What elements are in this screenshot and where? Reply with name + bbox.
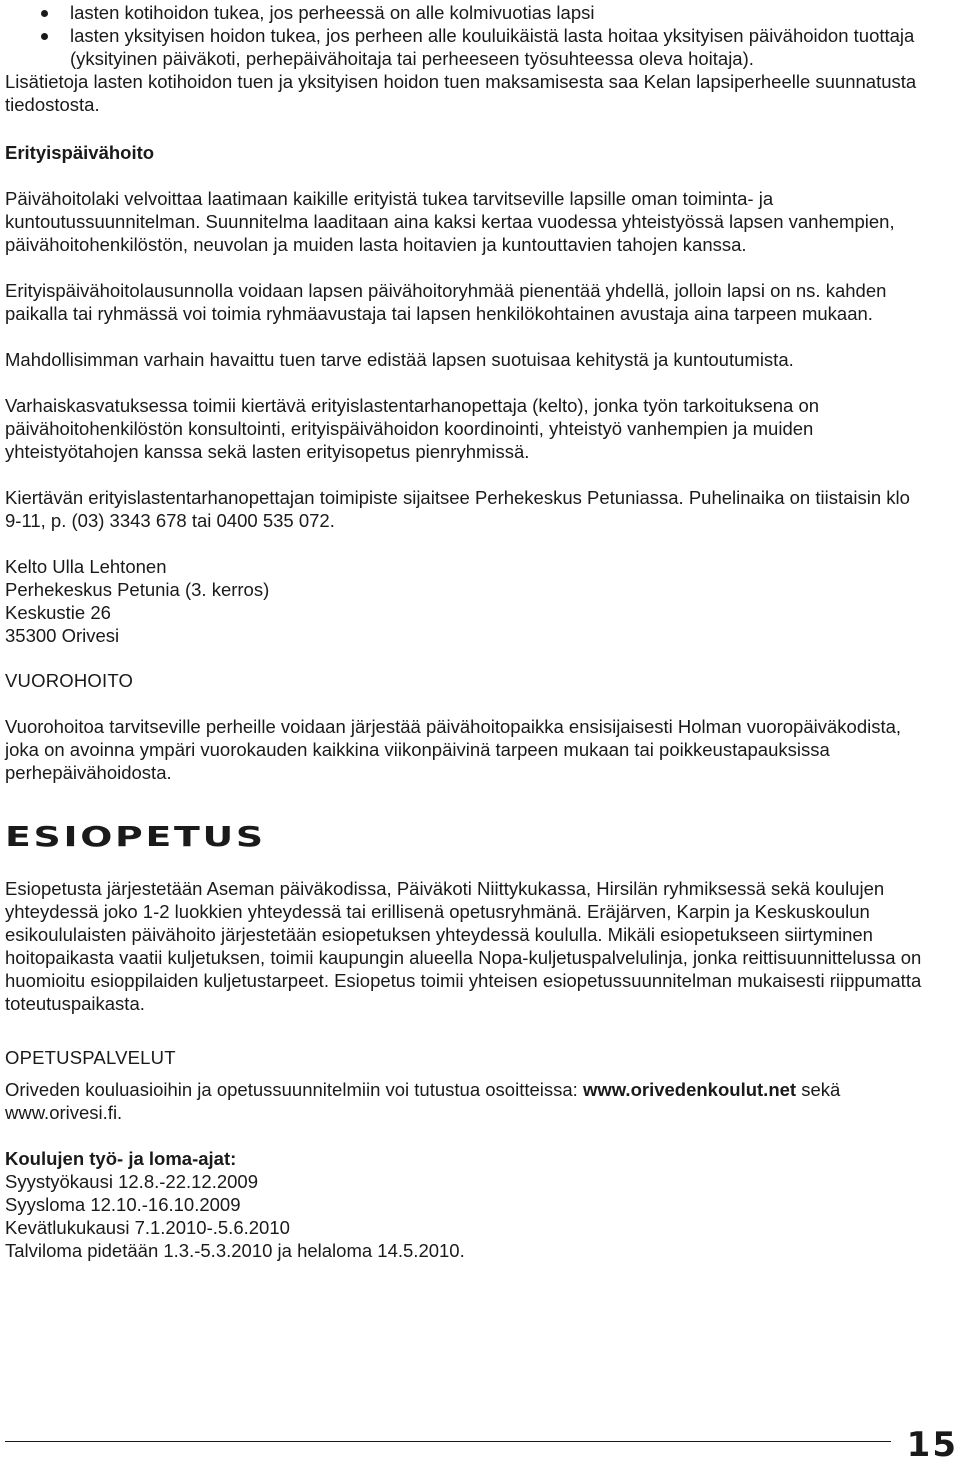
erityispaivahoito-heading: Erityispäivähoito — [5, 142, 155, 163]
vuorohoito-heading: VUOROHOITO — [5, 670, 134, 691]
esiopetus-heading: ESIOPETUS — [5, 820, 266, 853]
intro-note: Lisätietoja lasten kotihoidon tuen ja yksityisen hoidon tuen maksamisesta saa Kelan lapsiperheelle suunnatusta tiedostosta. — [5, 71, 917, 115]
bullet-icon — [41, 33, 48, 40]
schedule-line: Kevätlukukausi 7.1.2010-.5.6.2010 — [5, 1217, 290, 1238]
list-item — [5, 24, 925, 70]
paragraph: Mahdollisimman varhain havaittu tuen tarve edistää lapsen suotuisaa kehitystä ja kuntoutumista. — [5, 349, 794, 370]
paragraph: Päivähoitolaki velvoittaa laatimaan kaikille erityistä tukea tarvitseville lapsille oman toiminta- ja kuntoutussuunnitelman. Suunnitelma laaditaan aina kaksi kertaa vuodessa yhteistyössä lapsen vanhempien, päivähoitohenkilöstön, neuvolan ja muiden lasta hoitavien ja kuntouttavien tahojen kanssa. — [5, 188, 895, 255]
list-item — [5, 1, 925, 24]
list-item-text: lasten kotihoidon tukea, jos perheessä on alle kolmivuotias lapsi — [70, 2, 595, 23]
list-item-text: lasten yksityisen hoidon tukea, jos perheen alle kouluikäistä lasta hoitaa yksityisen päivähoidon tuottaja (yksityinen päiväkoti, perhepäivähoitaja tai perheeseen työsuhteessa oleva hoitaja). — [70, 25, 915, 69]
paragraph: Varhaiskasvatuksessa toimii kiertävä erityislastentarhanopettaja (kelto), jonka työn tarkoituksena on päivähoitohenkilöstön konsultointi, erityispäivähoidon koordinointi, yhteistyö vanhempien ja muiden yhteistyötahojen kanssa sekä lasten erityisopetus pienryhmissä. — [5, 395, 820, 462]
paragraph: Vuorohoitoa tarvitseville perheille voidaan järjestää päivähoitopaikka ensisijaisesti Holman vuoropäiväkodista, joka on avoinna ympäri vuorokauden kaikkina viikonpäivinä tarpeen mukaan tai poikkeustapauksissa perhepäivähoidosta. — [5, 716, 902, 783]
schedule-line: Talviloma pidetään 1.3.-5.3.2010 ja helaloma 14.5.2010. — [5, 1240, 465, 1261]
address-block — [5, 555, 925, 647]
schedule-list — [5, 1170, 925, 1262]
address-line: Kelto Ulla Lehtonen — [5, 556, 167, 577]
paragraph-text: Oriveden kouluasioihin ja opetussuunnitelmiin voi tutustua osoitteissa: — [5, 1079, 583, 1100]
page-number: 15 — [906, 1425, 958, 1465]
address-line: 35300 Orivesi — [5, 625, 120, 646]
paragraph-text: sekä www.orivesi.fi. — [5, 1079, 841, 1123]
paragraph: Esiopetusta järjestetään Aseman päiväkodissa, Päiväkoti Niittykukassa, Hirsilän ryhmiksessä sekä koulujen yhteydessä joko 1-2 luokkien yhteydessä tai erillisenä opetusryhmänä. Eräjärven, Karpin ja Keskuskoulun esikoululaisten päivähoito järjestetään esiopetuksen yhteydessä koululla. Mikäli esiopetukseen siirtyminen hoitopaikasta vaatii kuljetuksen, toimii kaupungin alueella Nopa-kuljetuspalvelulinja, jonka reittisuunnittelussa on huomioitu esioppilaiden kuljetustarpeet. Esiopetus toimii yhteisen esiopetussuunnitelman mukaisesti riippumatta toteutuspaikasta. — [5, 878, 922, 1014]
school-website-link[interactable]: www.orivedenkoulut.net — [582, 1079, 797, 1100]
document-page — [5, 0, 925, 1262]
address-line: Keskustie 26 — [5, 602, 111, 623]
footer-divider — [5, 1441, 891, 1442]
schedule-line: Syysloma 12.10.-16.10.2009 — [5, 1194, 241, 1215]
address-line: Perhekeskus Petunia (3. kerros) — [5, 579, 270, 600]
support-bullet-list — [5, 1, 925, 70]
schedule-heading: Koulujen työ- ja loma-ajat: — [5, 1148, 237, 1169]
bullet-icon — [41, 10, 48, 17]
opetuspalvelut-heading: OPETUSPALVELUT — [5, 1047, 176, 1068]
paragraph: Kiertävän erityislastentarhanopettajan toimipiste sijaitsee Perhekeskus Petuniassa. Puhelinaika on tiistaisin klo 9-11, p. (03) 3343 678 tai 0400 535 072. — [5, 487, 910, 531]
paragraph: Erityispäivähoitolausunnolla voidaan lapsen päivähoitoryhmää pienentää yhdellä, jolloin lapsi on ns. kahden paikalla tai ryhmässä voi toimia ryhmäavustaja tai lapsen henkilökohtainen avustaja aina tarpeen mukaan. — [5, 280, 887, 324]
schedule-line: Syystyökausi 12.8.-22.12.2009 — [5, 1171, 258, 1192]
opetuspalvelut-paragraph — [5, 1078, 925, 1124]
